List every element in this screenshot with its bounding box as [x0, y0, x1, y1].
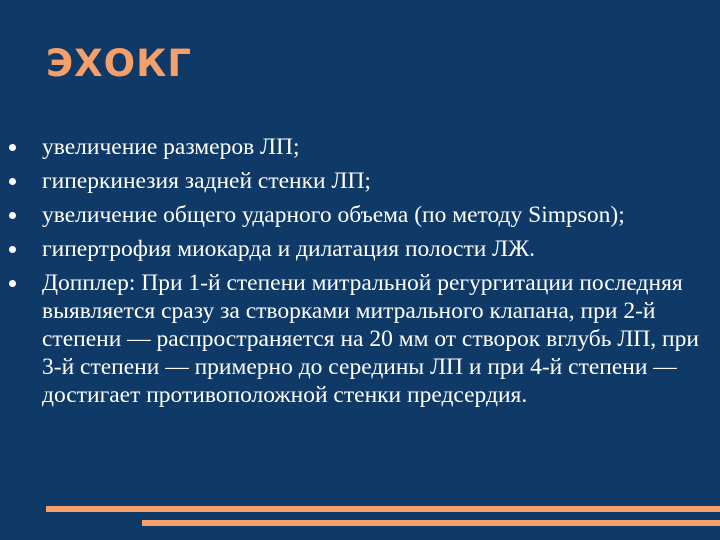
- bullet-item: [42, 201, 714, 229]
- bullet-dot-icon: [9, 280, 16, 287]
- accent-bar-bottom: [142, 520, 720, 526]
- bullet-text: увеличение размеров ЛП;: [42, 134, 300, 160]
- bullet-text: увеличение общего ударного объема (по методу Simpson);: [42, 202, 625, 228]
- bullet-dot-icon: [9, 246, 16, 253]
- bullet-text: гипертрофия миокарда и дилатация полости ЛЖ.: [42, 236, 536, 262]
- accent-bar-top: [46, 506, 720, 512]
- bullet-item: [42, 167, 714, 195]
- bullet-dot-icon: [9, 178, 16, 185]
- bullet-dot-icon: [9, 144, 16, 151]
- bullet-text: Допплер: При 1-й степени митральной регургитации последняя выявляется сразу за створками митрального клапана, при 2-й степени — распространяется на 20 мм от створок вглубь ЛП, при 3-й степени — примерно до середины ЛП и при 4-й степени — достигает противоположной стенки предсердия.: [42, 270, 699, 408]
- bullet-text: гиперкинезия задней стенки ЛП;: [42, 168, 371, 194]
- bullet-item: [42, 235, 714, 263]
- slide-title: ЭХОКГ: [46, 42, 192, 85]
- bullet-item: [42, 269, 714, 409]
- bullet-item: [42, 133, 714, 161]
- bullet-dot-icon: [9, 212, 16, 219]
- bullet-list: [42, 133, 714, 415]
